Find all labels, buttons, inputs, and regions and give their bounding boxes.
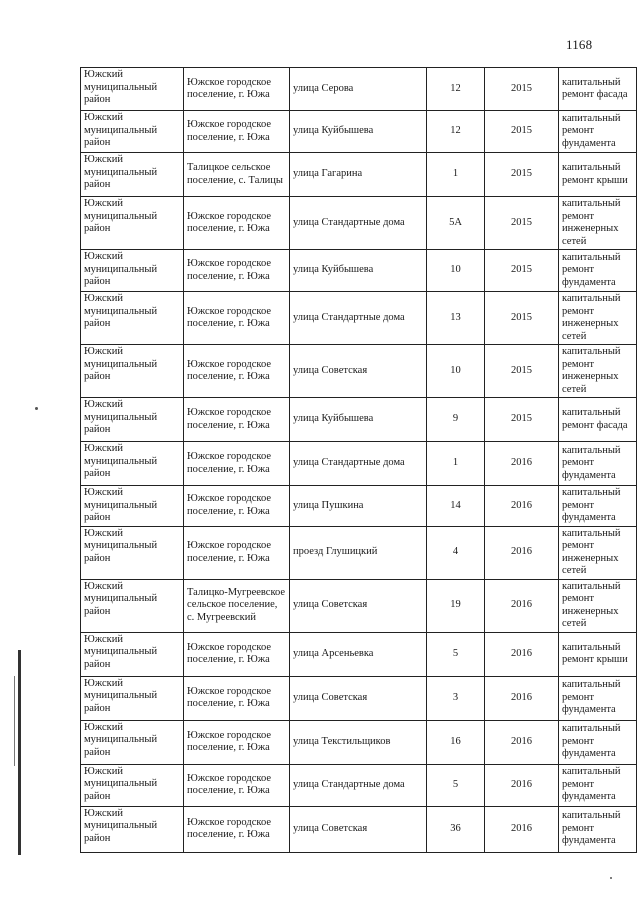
cell-number: 5А — [427, 197, 485, 250]
cell-number: 16 — [427, 720, 485, 764]
cell-district: Южский муниципальный район — [81, 806, 184, 852]
cell-work: капитальный ремонт инженерных сетей — [559, 579, 637, 632]
cell-district: Южский муниципальный район — [81, 676, 184, 720]
cell-street: улица Советская — [290, 806, 427, 852]
cell-street: улица Советская — [290, 676, 427, 720]
cell-work: капитальный ремонт инженерных сетей — [559, 197, 637, 250]
cell-number: 14 — [427, 486, 485, 527]
cell-year: 2015 — [485, 68, 559, 111]
cell-work: капитальный ремонт инженерных сетей — [559, 292, 637, 345]
cell-work: капитальный ремонт инженерных сетей — [559, 526, 637, 579]
cell-settlement: Южское городское поселение, г. Южа — [184, 764, 290, 806]
cell-work: капитальный ремонт крыши — [559, 153, 637, 197]
cell-year: 2016 — [485, 442, 559, 486]
cell-year: 2016 — [485, 720, 559, 764]
cell-settlement: Южское городское поселение, г. Южа — [184, 806, 290, 852]
table-row — [81, 197, 637, 250]
table-row — [81, 153, 637, 197]
cell-number: 19 — [427, 579, 485, 632]
cell-year: 2015 — [485, 111, 559, 153]
table-row — [81, 676, 637, 720]
cell-district: Южский муниципальный район — [81, 526, 184, 579]
cell-work: капитальный ремонт фасада — [559, 68, 637, 111]
cell-district: Южский муниципальный район — [81, 398, 184, 442]
cell-street: улица Серова — [290, 68, 427, 111]
cell-year: 2016 — [485, 806, 559, 852]
table-row — [81, 345, 637, 398]
table-row — [81, 806, 637, 852]
cell-street: улица Стандартные дома — [290, 442, 427, 486]
scan-speck — [610, 877, 612, 879]
cell-settlement: Южское городское поселение, г. Южа — [184, 250, 290, 292]
cell-work: капитальный ремонт фундамента — [559, 806, 637, 852]
cell-district: Южский муниципальный район — [81, 720, 184, 764]
cell-year: 2015 — [485, 153, 559, 197]
cell-number: 5 — [427, 764, 485, 806]
cell-year: 2015 — [485, 197, 559, 250]
cell-district: Южский муниципальный район — [81, 197, 184, 250]
cell-street: улица Куйбышева — [290, 250, 427, 292]
cell-work: капитальный ремонт фундамента — [559, 111, 637, 153]
cell-year: 2016 — [485, 526, 559, 579]
cell-settlement: Южское городское поселение, г. Южа — [184, 442, 290, 486]
cell-year: 2016 — [485, 486, 559, 527]
cell-number: 3 — [427, 676, 485, 720]
cell-district: Южский муниципальный район — [81, 442, 184, 486]
cell-work: капитальный ремонт фундамента — [559, 764, 637, 806]
cell-number: 12 — [427, 68, 485, 111]
cell-number: 5 — [427, 632, 485, 676]
cell-work: капитальный ремонт фундамента — [559, 720, 637, 764]
cell-street: улица Советская — [290, 579, 427, 632]
table-row — [81, 632, 637, 676]
cell-district: Южский муниципальный район — [81, 764, 184, 806]
cell-number: 10 — [427, 250, 485, 292]
scan-margin-mark-thin — [14, 676, 15, 766]
cell-district: Южский муниципальный район — [81, 486, 184, 527]
cell-settlement: Южское городское поселение, г. Южа — [184, 292, 290, 345]
cell-number: 36 — [427, 806, 485, 852]
cell-number: 13 — [427, 292, 485, 345]
cell-settlement: Южское городское поселение, г. Южа — [184, 345, 290, 398]
cell-street: улица Советская — [290, 345, 427, 398]
repair-schedule-table — [80, 67, 637, 853]
cell-year: 2016 — [485, 764, 559, 806]
cell-work: капитальный ремонт инженерных сетей — [559, 345, 637, 398]
cell-work: капитальный ремонт фасада — [559, 398, 637, 442]
table-row — [81, 292, 637, 345]
cell-street: улица Пушкина — [290, 486, 427, 527]
table-row — [81, 111, 637, 153]
cell-year: 2015 — [485, 345, 559, 398]
cell-settlement: Южское городское поселение, г. Южа — [184, 526, 290, 579]
table-row — [81, 442, 637, 486]
cell-district: Южский муниципальный район — [81, 250, 184, 292]
cell-year: 2015 — [485, 292, 559, 345]
cell-work: капитальный ремонт фундамента — [559, 250, 637, 292]
cell-work: капитальный ремонт фундамента — [559, 676, 637, 720]
cell-street: улица Стандартные дома — [290, 764, 427, 806]
cell-district: Южский муниципальный район — [81, 292, 184, 345]
table-row — [81, 486, 637, 527]
cell-year: 2015 — [485, 398, 559, 442]
table-body — [81, 68, 637, 853]
cell-settlement: Талицкое сельское поселение, с. Талицы — [184, 153, 290, 197]
cell-settlement: Южское городское поселение, г. Южа — [184, 68, 290, 111]
scan-speck — [35, 407, 38, 410]
cell-district: Южский муниципальный район — [81, 632, 184, 676]
cell-year: 2016 — [485, 632, 559, 676]
table-row — [81, 720, 637, 764]
cell-settlement: Южское городское поселение, г. Южа — [184, 676, 290, 720]
cell-street: улица Стандартные дома — [290, 197, 427, 250]
cell-year: 2016 — [485, 579, 559, 632]
cell-settlement: Южское городское поселение, г. Южа — [184, 486, 290, 527]
cell-district: Южский муниципальный район — [81, 153, 184, 197]
cell-settlement: Южское городское поселение, г. Южа — [184, 398, 290, 442]
table-row — [81, 250, 637, 292]
cell-street: улица Стандартные дома — [290, 292, 427, 345]
cell-settlement: Талицко-Мугреевское сельское поселение, с. Мугреевский — [184, 579, 290, 632]
cell-year: 2015 — [485, 250, 559, 292]
cell-street: улица Текстильщиков — [290, 720, 427, 764]
cell-work: капитальный ремонт фундамента — [559, 442, 637, 486]
cell-number: 1 — [427, 153, 485, 197]
scan-margin-mark — [18, 650, 21, 855]
cell-number: 4 — [427, 526, 485, 579]
table-row — [81, 579, 637, 632]
cell-number: 9 — [427, 398, 485, 442]
cell-number: 1 — [427, 442, 485, 486]
cell-settlement: Южское городское поселение, г. Южа — [184, 632, 290, 676]
cell-work: капитальный ремонт фундамента — [559, 486, 637, 527]
cell-settlement: Южское городское поселение, г. Южа — [184, 720, 290, 764]
table-row — [81, 68, 637, 111]
cell-district: Южский муниципальный район — [81, 68, 184, 111]
cell-district: Южский муниципальный район — [81, 111, 184, 153]
cell-settlement: Южское городское поселение, г. Южа — [184, 111, 290, 153]
cell-district: Южский муниципальный район — [81, 345, 184, 398]
table-row — [81, 764, 637, 806]
table-row — [81, 526, 637, 579]
cell-street: улица Арсеньевка — [290, 632, 427, 676]
cell-settlement: Южское городское поселение, г. Южа — [184, 197, 290, 250]
page-number: 1168 — [566, 37, 593, 52]
cell-street: улица Куйбышева — [290, 111, 427, 153]
cell-number: 10 — [427, 345, 485, 398]
cell-district: Южский муниципальный район — [81, 579, 184, 632]
cell-street: улица Куйбышева — [290, 398, 427, 442]
table-row — [81, 398, 637, 442]
cell-street: проезд Глушицкий — [290, 526, 427, 579]
cell-street: улица Гагарина — [290, 153, 427, 197]
cell-work: капитальный ремонт крыши — [559, 632, 637, 676]
cell-number: 12 — [427, 111, 485, 153]
cell-year: 2016 — [485, 676, 559, 720]
